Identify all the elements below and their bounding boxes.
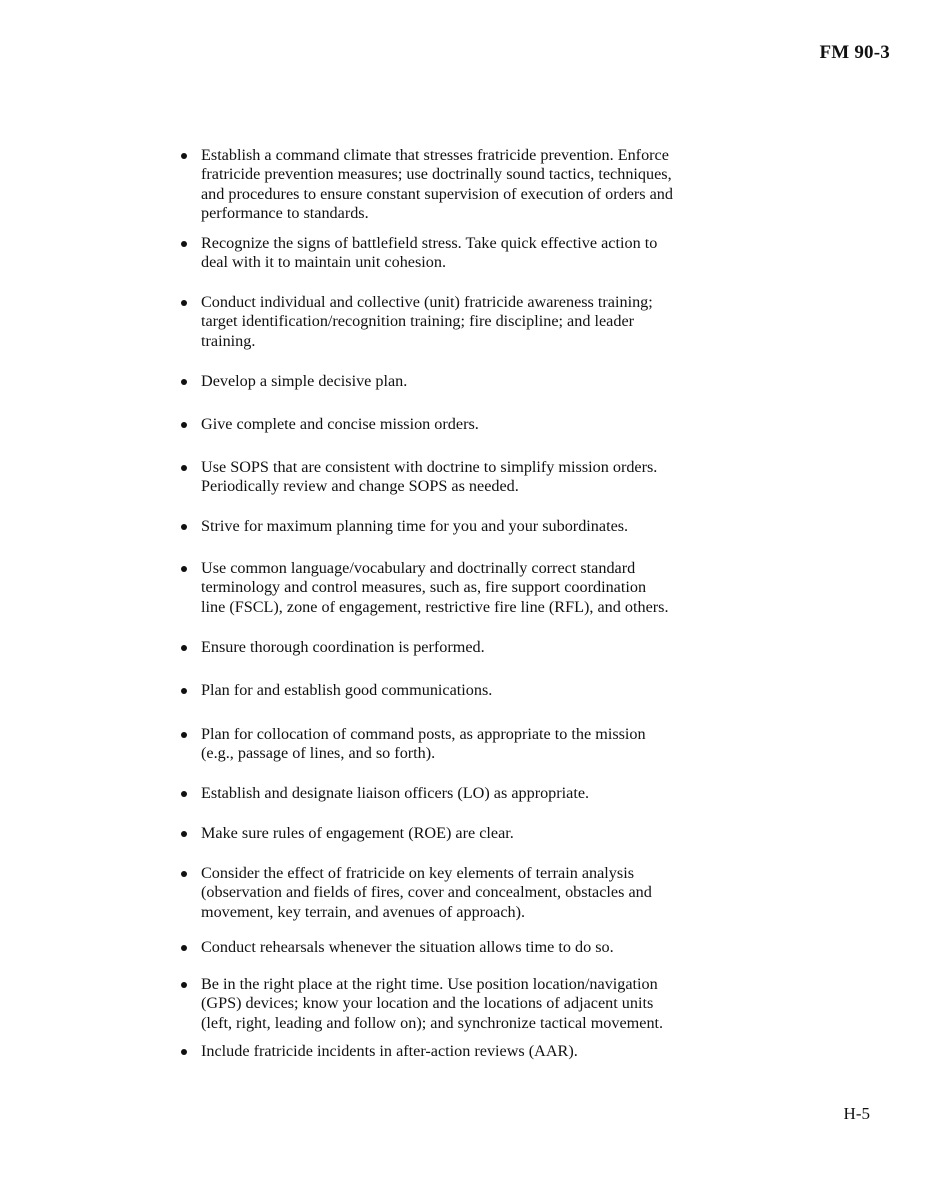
bullet-icon xyxy=(181,831,187,837)
list-item xyxy=(174,293,674,351)
bullet-icon xyxy=(181,688,187,694)
list-item xyxy=(174,864,674,922)
list-item xyxy=(174,1042,674,1061)
list-item-text: Develop a simple decisive plan. xyxy=(201,372,408,390)
list-item-text: Give complete and concise mission orders. xyxy=(201,415,479,433)
list-item-text: Strive for maximum planning time for you and your subordinates. xyxy=(201,517,629,535)
list-item xyxy=(174,638,674,657)
bullet-icon xyxy=(181,982,187,988)
list-item-text: Be in the right place at the right time. Use position location/navigation (GPS) devices; know your location and the locations of adjacent units (left, right, leading and follow on); and synchronize tactical movement. xyxy=(201,975,664,1032)
bullet-icon xyxy=(181,791,187,797)
bullet-icon xyxy=(181,379,187,385)
list-item xyxy=(174,559,674,617)
bullet-icon xyxy=(181,524,187,530)
list-item xyxy=(174,938,674,957)
bullet-icon xyxy=(181,945,187,951)
list-item-text: Make sure rules of engagement (ROE) are clear. xyxy=(201,824,514,842)
list-item-text: Establish a command climate that stresses fratricide prevention. Enforce fratricide prevention measures; use doctrinally sound tactics, techniques, and procedures to ensure constant supervision of execution of orders and performance to standards. xyxy=(201,146,673,222)
list-item-text: Ensure thorough coordination is performed. xyxy=(201,638,485,656)
list-item xyxy=(174,458,674,497)
list-item xyxy=(174,372,674,391)
list-item xyxy=(174,725,674,764)
bullet-icon xyxy=(181,422,187,428)
page-number: H-5 xyxy=(843,1104,870,1123)
bullet-icon xyxy=(181,1049,187,1055)
list-item xyxy=(174,824,674,843)
bullet-icon xyxy=(181,300,187,306)
list-item-text: Include fratricide incidents in after-action reviews (AAR). xyxy=(201,1042,578,1060)
list-item xyxy=(174,234,674,273)
list-item xyxy=(174,784,674,803)
list-item xyxy=(174,517,674,536)
list-item-text: Plan for and establish good communications. xyxy=(201,681,493,699)
bullet-icon xyxy=(181,871,187,877)
list-item xyxy=(174,975,674,1033)
bullet-icon xyxy=(181,732,187,738)
list-item xyxy=(174,415,674,434)
bullet-icon xyxy=(181,465,187,471)
bullet-icon xyxy=(181,645,187,651)
bullet-icon xyxy=(181,566,187,572)
list-item-text: Establish and designate liaison officers (LO) as appropriate. xyxy=(201,784,590,802)
list-item xyxy=(174,146,674,223)
list-item-text: Plan for collocation of command posts, as appropriate to the mission (e.g., passage of lines, and so forth). xyxy=(201,725,646,763)
document-id-header: FM 90-3 xyxy=(819,42,890,63)
list-item-text: Consider the effect of fratricide on key elements of terrain analysis (observation and fields of fires, cover and concealment, obstacles and movement, key terrain, and avenues of approach). xyxy=(201,864,652,921)
list-item-text: Use SOPS that are consistent with doctrine to simplify mission orders. Periodically review and change SOPS as needed. xyxy=(201,458,658,496)
list-item-text: Use common language/vocabulary and doctrinally correct standard terminology and control measures, such as, fire support coordination line (FSCL), zone of engagement, restrictive fire line (RFL), and others. xyxy=(201,559,669,616)
list-item xyxy=(174,681,674,700)
list-item-text: Conduct individual and collective (unit) fratricide awareness training; target identification/recognition training; fire discipline; and leader training. xyxy=(201,293,653,350)
bullet-icon xyxy=(181,241,187,247)
list-item-text: Recognize the signs of battlefield stress. Take quick effective action to deal with it to maintain unit cohesion. xyxy=(201,234,658,272)
bullet-icon xyxy=(181,153,187,159)
list-item-text: Conduct rehearsals whenever the situation allows time to do so. xyxy=(201,938,614,956)
